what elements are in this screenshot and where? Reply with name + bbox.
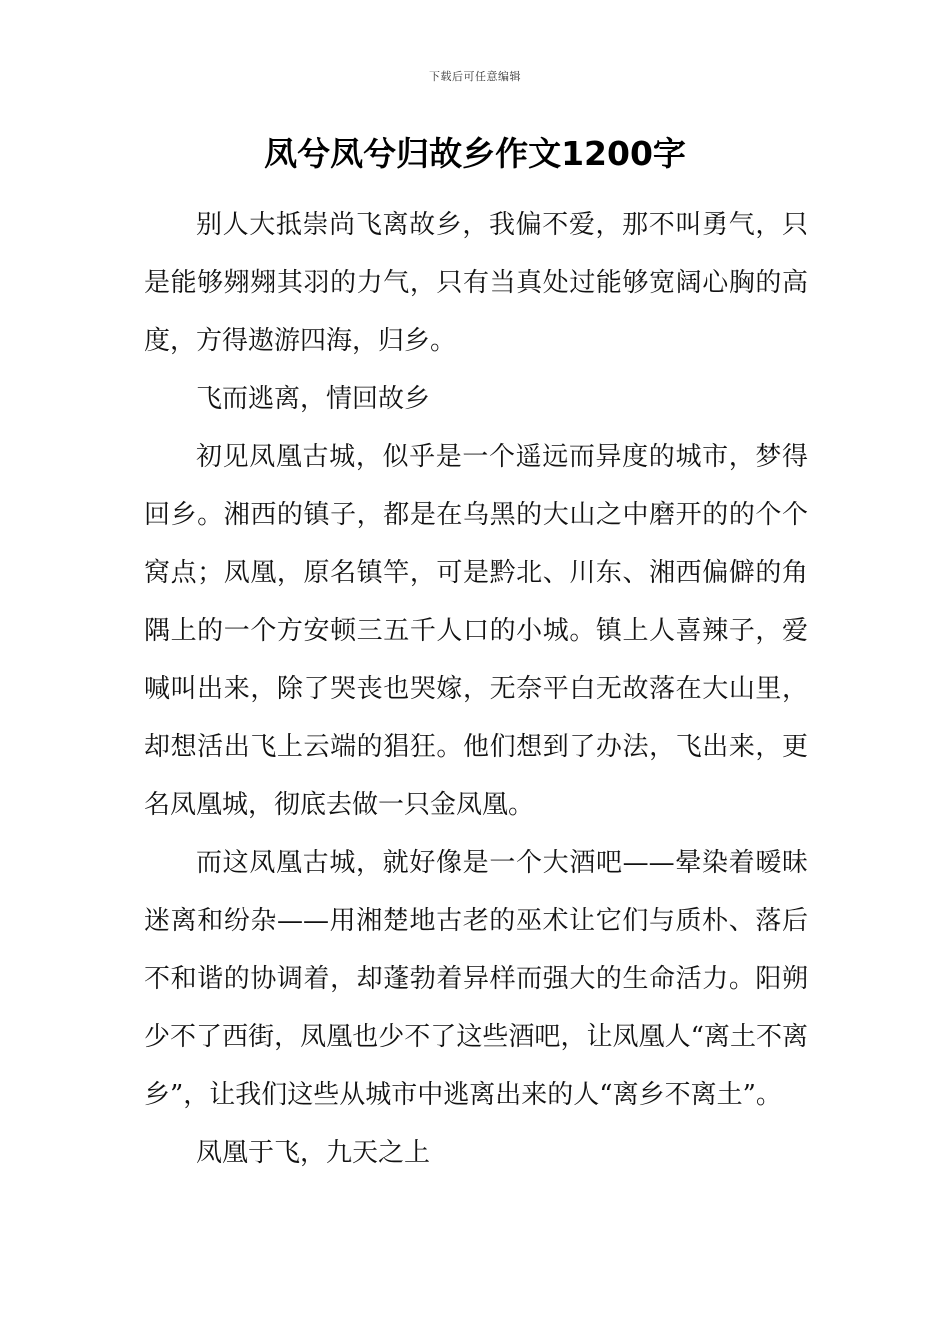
section-heading-2: 凤凰于飞，九天之上 — [196, 1138, 431, 1168]
paragraph-first-visit: 初见凤凰古城，似乎是一个遥远而异度的城市，梦得回乡。湘西的镇子，都是在乌黑的大山之中磨开的的个个窝点；凤凰，原名镇竿，可是黔北、川东、湘西偏僻的角隅上的一个方安顿三五千人口的小城。镇上人喜辣子，爱喊叫出来，除了哭丧也哭嫁，无奈平白无故落在大山里，却想活出飞上云端的猖狂。他们想到了办法，飞出来，更名凤凰城，彻底去做一只金凤凰。 — [144, 442, 808, 820]
document-body — [144, 196, 808, 1182]
header-note: 下载后可任意编辑 — [429, 70, 521, 83]
paragraph-ancient-city: 而这凤凰古城，就好像是一个大酒吧——晕染着暧昧迷离和纷杂——用湘楚地古老的巫术让它们与质朴、落后不和谐的协调着，却蓬勃着异样而强大的生命活力。阳朔少不了西街，凤凰也少不了这些酒吧，让凤凰人“离土不离乡”，让我们这些从城市中逃离出来的人“离乡不离土”。 — [144, 848, 808, 1110]
section-heading-1: 飞而逃离，情回故乡 — [196, 384, 431, 414]
document-title: 凤兮凤兮归故乡作文1200字 — [264, 134, 686, 173]
paragraph-intro: 别人大抵崇尚飞离故乡，我偏不爱，那不叫勇气，只是能够翙翙其羽的力气，只有当真处过能够宽阔心胸的高度，方得遨游四海，归乡。 — [144, 210, 808, 356]
